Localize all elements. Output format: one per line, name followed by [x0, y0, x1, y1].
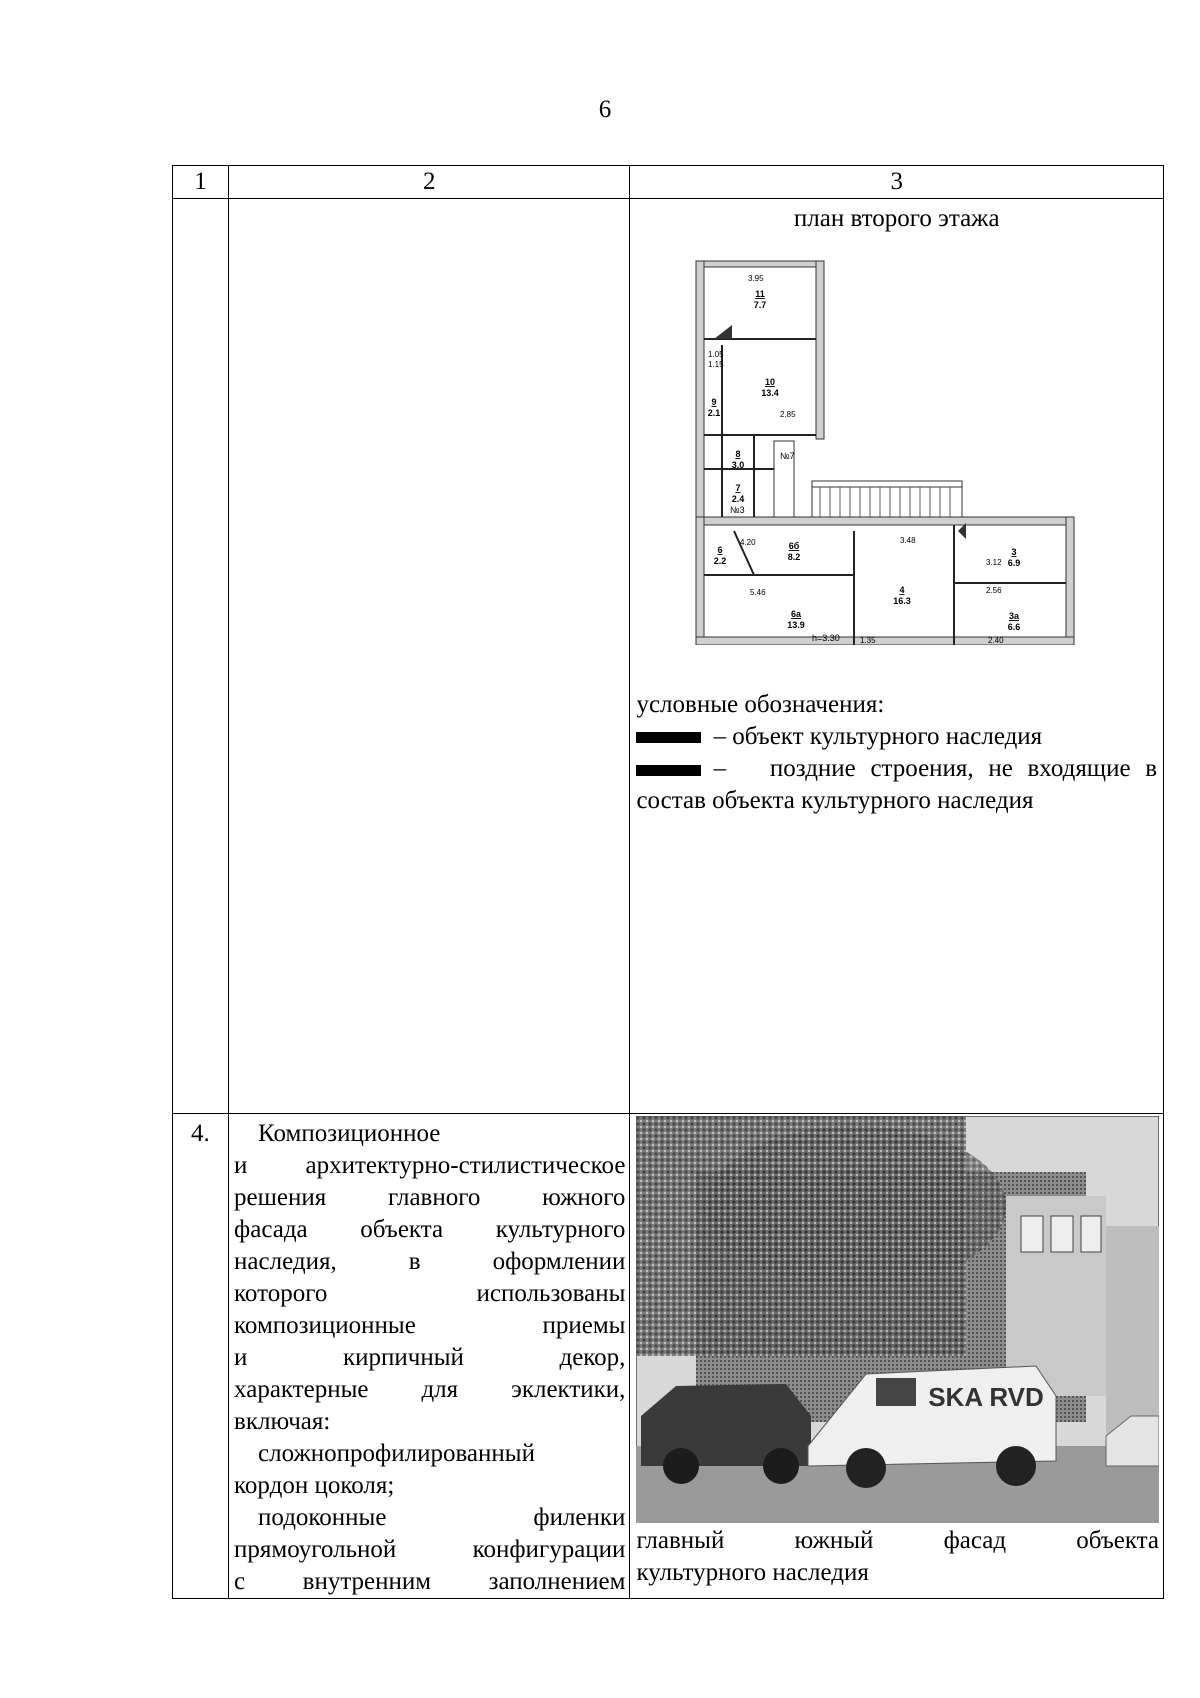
caption-line-2: культурного наследия	[636, 1559, 869, 1586]
heritage-table	[172, 165, 1164, 1599]
label-no3: №3	[730, 505, 746, 515]
room-area: 2.2	[714, 556, 727, 566]
room-6b-label	[788, 541, 801, 562]
van-graffiti: SKA RVD	[928, 1382, 1045, 1412]
floor-plan	[684, 245, 1094, 645]
room-number: 6б	[789, 541, 800, 551]
room-area: 3.0	[732, 460, 745, 470]
legend-label-heritage: – объект культурного наследия	[713, 723, 1043, 750]
room-3-label	[1008, 547, 1021, 568]
legend-label-later: поздние строения, не входящие в состав объекта культурного наследия	[636, 755, 1157, 814]
room-number: 11	[755, 289, 766, 299]
room-number: 9	[711, 397, 717, 407]
caption-word: южный	[794, 1527, 874, 1554]
dim-label: 5.46	[750, 588, 767, 597]
row-4-number: 4.	[173, 1114, 229, 1599]
room-number: 3а	[1009, 611, 1020, 621]
legend-dash-later: –	[713, 755, 726, 782]
desc-line: которого использованы	[234, 1280, 626, 1307]
room-7-label	[732, 483, 745, 504]
desc-line: подоконные филенки	[258, 1504, 626, 1531]
desc-line: и кирпичный декор,	[234, 1344, 626, 1371]
room-area: 2.4	[732, 494, 745, 504]
desc-line: фасада объекта культурного	[234, 1216, 626, 1243]
room-4-label	[894, 585, 912, 606]
room-number: 10	[765, 377, 776, 387]
dim-label: 4.20	[740, 538, 757, 547]
room-number: 7	[735, 483, 741, 493]
desc-line: сложнопрофилированный	[258, 1440, 535, 1467]
plan-title: план второго этажа	[793, 205, 1000, 232]
dim-label: 1.05	[708, 350, 725, 359]
facade-photo	[636, 1116, 1159, 1523]
desc-line: композиционные приемы	[234, 1312, 626, 1339]
room-area: 13.9	[787, 620, 806, 630]
room-area: 2.1	[708, 408, 721, 418]
caption-word: главный	[636, 1527, 725, 1554]
room-6a-label	[788, 609, 806, 630]
header-col-3: 3	[630, 166, 1164, 199]
photo-caption	[636, 1525, 1159, 1589]
room-area: 6.6	[1008, 622, 1021, 632]
floor-plan-drawing	[684, 245, 1094, 645]
row-4	[173, 1114, 1164, 1599]
room-area: 6.9	[1008, 558, 1021, 568]
room-number: 6	[717, 545, 723, 555]
desc-line: кордон цоколя;	[234, 1472, 395, 1499]
desc-line: Композиционное	[258, 1120, 441, 1147]
room-6-label	[714, 545, 727, 566]
legend-swatch-later	[636, 765, 701, 776]
room-number: 8	[735, 449, 741, 459]
desc-line: включая:	[234, 1408, 331, 1435]
desc-line: решения главного южного	[234, 1184, 626, 1211]
dim-label: 1.15	[708, 360, 725, 369]
row-4-photo-cell	[630, 1114, 1164, 1599]
desc-line: прямоугольной конфигурации	[234, 1536, 626, 1563]
dim-label: 3.48	[900, 536, 917, 545]
room-area: 16.3	[893, 596, 912, 606]
room-number: 6а	[791, 609, 802, 619]
room-area: 8.2	[788, 552, 801, 562]
room-9-label	[708, 397, 721, 418]
plan-row-content	[630, 199, 1164, 1114]
legend-item-later	[636, 753, 1157, 817]
room-area: 7.7	[754, 300, 767, 310]
header-col-2: 2	[229, 166, 630, 199]
legend-swatch-heritage	[636, 732, 701, 743]
dim-label: 3.12	[986, 558, 1003, 567]
legend-title: условные обозначения:	[636, 691, 885, 718]
plan-row	[173, 199, 1164, 1114]
page-number: 6	[598, 96, 612, 123]
caption-word: фасад	[943, 1527, 1007, 1554]
room-8-label	[732, 449, 745, 470]
desc-line: с внутренним заполнением	[234, 1568, 626, 1595]
row-4-description	[229, 1114, 630, 1599]
room-number: 3	[1011, 547, 1017, 557]
room-10-label	[762, 377, 780, 398]
dim-label: 2.56	[986, 586, 1003, 595]
dim-label: 2.40	[988, 636, 1005, 645]
label-no7: №7	[780, 451, 796, 461]
plan-row-description	[229, 199, 630, 1114]
caption-word: объекта	[1076, 1527, 1159, 1554]
label-height: h=3.30	[812, 633, 841, 643]
dim-label: 1.35	[860, 636, 877, 645]
room-11-label	[754, 289, 767, 310]
desc-line: наследия, в оформлении	[234, 1248, 626, 1275]
header-col-1: 1	[173, 166, 229, 199]
dim-label: 3.95	[748, 274, 765, 283]
desc-line: и архитектурно-стилистическое	[234, 1152, 626, 1179]
legend-item-heritage	[636, 721, 1163, 753]
header-row	[173, 166, 1164, 199]
room-area: 13.4	[761, 388, 780, 398]
room-3a-label	[1008, 611, 1021, 632]
plan-row-number	[173, 199, 229, 1114]
dim-label: 2.85	[780, 410, 797, 419]
room-number: 4	[899, 585, 905, 595]
desc-line: характерные для эклектики,	[234, 1376, 626, 1403]
